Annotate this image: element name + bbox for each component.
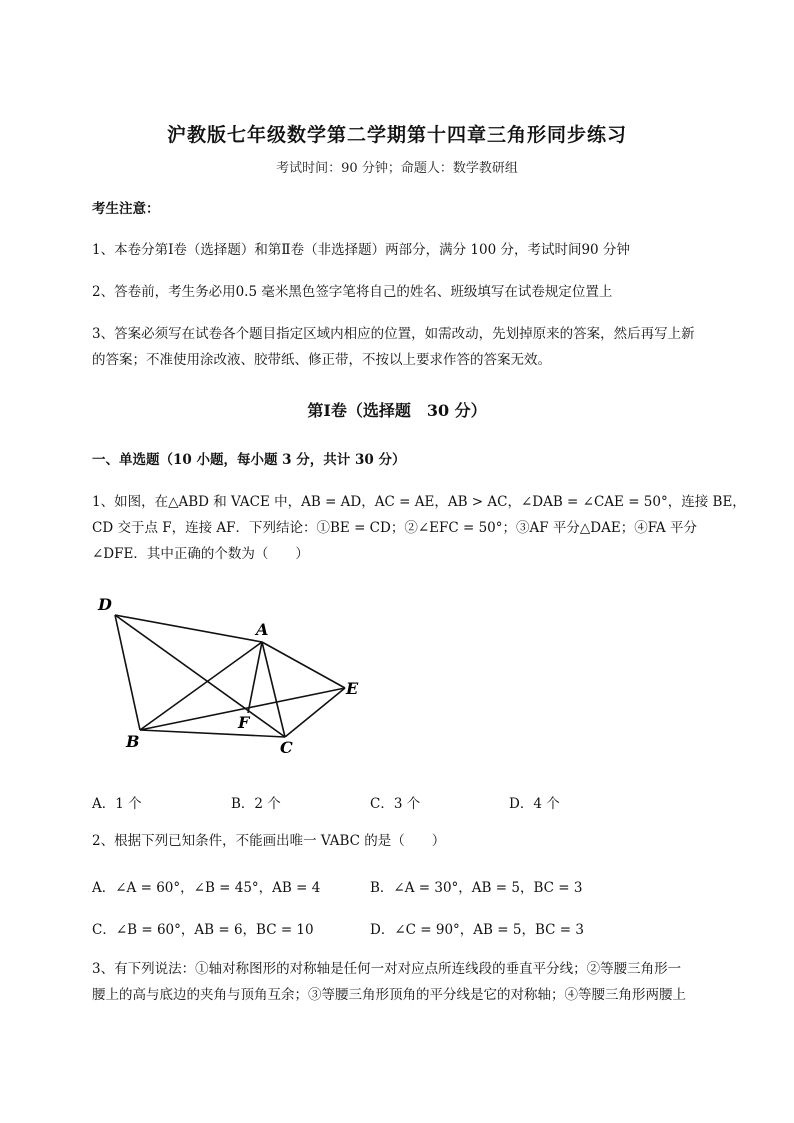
segment-DA bbox=[115, 615, 262, 642]
q2-option-c[interactable]: C．∠B = 60°，AB = 6，BC = 10 bbox=[92, 922, 314, 938]
q3-stem-line2: 腰上的高与底边的夹角与顶角互余；③等腰三角形顶角的平分线是它的对称轴；④等腰三角形两腰上 bbox=[92, 987, 686, 1003]
label-D: D bbox=[98, 595, 112, 614]
q1-stem-line1: 1、如图，在△ABD 和 VACE 中，AB = AD，AC = AE，AB > AC，∠DAB = ∠CAE = 50°，连接 BE， bbox=[92, 494, 746, 510]
note-item-3: 3、答案必须写在试卷各个题目指定区域内相应的位置，如需改动，先划掉原来的答案，然后再写上新 bbox=[92, 326, 695, 342]
note-item-3-cont: 的答案；不准使用涂改液、胶带纸、修正带，不按以上要求作答的答案无效。 bbox=[92, 352, 551, 368]
q3-stem-line1: 3、有下列说法：①轴对称图形的对称轴是任何一对对应点所连线段的垂直平分线；②等腰三角形一 bbox=[92, 961, 682, 977]
note-item-1: 1、本卷分第Ⅰ卷（选择题）和第Ⅱ卷（非选择题）两部分，满分 100 分，考试时间90 分钟 bbox=[92, 242, 630, 258]
part-heading: 一、单选题（10 小题，每小题 3 分，共计 30 分） bbox=[92, 452, 406, 468]
q1-option-d[interactable]: D．4 个 bbox=[509, 796, 560, 812]
q1-option-c[interactable]: C．3 个 bbox=[370, 796, 421, 812]
label-B: B bbox=[126, 732, 140, 751]
label-E: E bbox=[346, 679, 359, 698]
segment-AE bbox=[262, 642, 345, 688]
label-F: F bbox=[238, 713, 250, 732]
note-item-2: 2、答卷前，考生务必用0.5 毫米黑色签字笔将自己的姓名、班级填写在试卷规定位置上 bbox=[92, 284, 613, 300]
segment-CE bbox=[285, 688, 345, 737]
section-title: 第Ⅰ卷（选择题 30 分） bbox=[307, 401, 487, 420]
segment-BC bbox=[140, 730, 285, 737]
notes-heading: 考生注意： bbox=[92, 201, 160, 217]
q2-option-d[interactable]: D．∠C = 90°，AB = 5，BC = 3 bbox=[370, 922, 584, 938]
q1-option-b[interactable]: B．2 个 bbox=[231, 796, 281, 812]
q1-stem-line3: ∠DFE．其中正确的个数为（ ） bbox=[92, 546, 309, 562]
q1-option-a[interactable]: A．1 个 bbox=[92, 796, 142, 812]
label-A: A bbox=[256, 620, 269, 639]
q2-option-a[interactable]: A．∠A = 60°，∠B = 45°，AB = 4 bbox=[92, 880, 321, 896]
label-C: C bbox=[280, 738, 293, 757]
page-title: 沪教版七年级数学第二学期第十四章三角形同步练习 bbox=[166, 124, 627, 146]
segment-DB bbox=[115, 615, 140, 730]
q1-stem-line2: CD 交于点 F，连接 AF．下列结论：①BE = CD；②∠EFC = 50°；③AF 平分△DAE；④FA 平分 bbox=[92, 520, 697, 536]
q1-geometry-figure bbox=[90, 590, 380, 760]
q2-stem: 2、根据下列已知条件，不能画出唯一 VABC 的是（ ） bbox=[92, 833, 446, 849]
exam-subtitle: 考试时间：90 分钟；命题人：数学教研组 bbox=[276, 161, 518, 176]
segment-AF bbox=[248, 642, 262, 713]
q2-option-b[interactable]: B．∠A = 30°，AB = 5，BC = 3 bbox=[370, 880, 583, 896]
